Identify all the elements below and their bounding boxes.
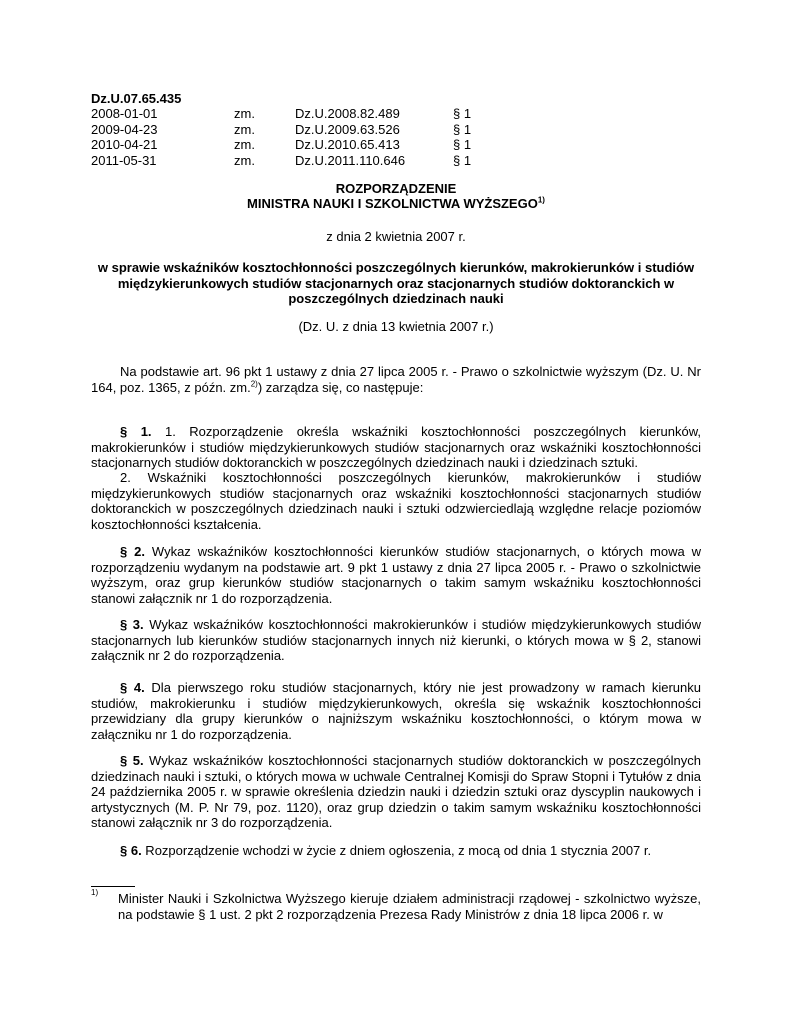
footnote-ref[interactable]: 1) [537, 195, 545, 205]
intro-text-end: ) zarządza się, co następuje: [257, 379, 424, 395]
amendment-section: § 1 [453, 121, 472, 137]
amendment-row [91, 153, 493, 169]
section-3 [91, 617, 701, 664]
document-subject: w sprawie wskaźników kosztochłonności poszczególnych kierunków, makrokierunków i studiów międzykierunkowych studiów stacjonarnych oraz stacjonarnych studiów doktoranckich w poszczególnych dziedzinach nauki [97, 260, 695, 306]
amendment-section: § 1 [453, 152, 472, 168]
amendment-date: 2008-01-01 [91, 106, 158, 121]
section-number: § 6. [120, 843, 142, 858]
amendment-type: zm. [234, 121, 255, 137]
intro-text: Na podstawie art. 96 pkt 1 ustawy z dnia 27 lipca 2005 r. - Prawo o szkolnictwie wyższym (Dz. U. Nr 164, poz. 1365, z późn. zm. [91, 364, 701, 395]
amendment-type: zm. [234, 137, 255, 152]
section-5 [91, 753, 701, 831]
journal-id: Dz.U.07.65.435 [91, 91, 182, 106]
document-date: z dnia 2 kwietnia 2007 r. [326, 229, 466, 244]
section-text: Dla pierwszego roku studiów stacjonarnych, który nie jest prowadzony w ramach kierunku studiów, makrokierunku i studiów międzykierunkowych, określa się wskaźnik kosztochłonności przewidziany dla grupy kierunków o najniższym wskaźniku kosztochłonności, o którym mowa w załączniku nr 1 do rozporządzenia. [91, 680, 701, 742]
amendment-type: zm. [234, 152, 255, 168]
amendment-section: § 1 [453, 106, 472, 121]
section-number: § 1. [120, 424, 152, 439]
intro-paragraph [91, 364, 701, 395]
section-6 [91, 843, 701, 859]
section-text: Rozporządzenie wchodzi w życie z dniem ogłoszenia, z mocą od dnia 1 stycznia 2007 r. [141, 843, 652, 858]
amendment-date: 2010-04-21 [91, 137, 158, 152]
amendment-row [91, 106, 493, 122]
amendment-section: § 1 [453, 137, 472, 152]
amendment-date: 2009-04-23 [91, 121, 158, 137]
amendment-ref: Dz.U.2011.110.646 [295, 152, 406, 168]
amendment-ref: Dz.U.2010.65.413 [295, 137, 400, 152]
section-text: 2. Wskaźniki kosztochłonności poszczególnych kierunków, makrokierunków i studiów międzykierunkowych studiów stacjonarnych oraz wskaźniki kosztochłonności stacjonarnych studiów doktoranckich w poszczególnych dziedzinach nauki i sztuki odzwierciedlają względne relacje poziomów kosztochłonności kształcenia. [91, 470, 701, 532]
amendment-date: 2011-05-31 [91, 152, 157, 168]
section-1 [91, 424, 701, 471]
section-number: § 5. [120, 753, 144, 768]
section-number: § 3. [120, 617, 144, 632]
section-2 [91, 544, 701, 606]
section-text: Wykaz wskaźników kosztochłonności kierunków studiów stacjonarnych, o których mowa w rozporządzeniu wydanym na podstawie art. 9 pkt 1 ustawy z dnia 27 lipca 2005 r. - Prawo o szkolnictwie wyższym, oraz grup kierunków studiów stacjonarnych o takim samym wskaźniku kosztochłonności stanowi załącznik nr 1 do rozporządzenia. [91, 544, 702, 606]
amendments-list [91, 106, 493, 168]
footnote-ref-2[interactable]: 2) [250, 379, 258, 389]
amendment-ref: Dz.U.2008.82.489 [295, 106, 400, 121]
footnote-mark: 1) [91, 888, 99, 897]
issuer-title [91, 196, 701, 212]
amendment-row [91, 137, 493, 153]
section-text: Wykaz wskaźników kosztochłonności makrokierunków i studiów międzykierunkowych studiów stacjonarnych lub kierunków studiów stacjonarnych innych niż kierunki, o których mowa w § 2, stanowi załącznik nr 2 do rozporządzenia. [91, 617, 701, 663]
section-number: § 2. [120, 544, 145, 559]
amendment-row [91, 122, 493, 138]
section-text: 1. Rozporządzenie określa wskaźniki kosztochłonności poszczególnych kierunków, makrokierunków i studiów międzykierunkowych studiów stacjonarnych oraz wskaźniki kosztochłonności stacjonarnych studiów doktoranckich w poszczególnych dziedzinach nauki i dziedzinach sztuki. [91, 424, 701, 470]
footnote-text: Minister Nauki i Szkolnictwa Wyższego kieruje działem administracji rządowej - szkolnictwo wyższe, na podstawie § 1 ust. 2 pkt 2 rozporządzenia Prezesa Rady Ministrów z dnia 18 lipca 2006 r. w [118, 891, 701, 922]
section-4 [91, 680, 701, 742]
publication-info: (Dz. U. z dnia 13 kwietnia 2007 r.) [298, 319, 494, 334]
section-1-item-2 [91, 470, 701, 532]
section-number: § 4. [120, 680, 145, 695]
amendment-ref: Dz.U.2009.63.526 [295, 121, 400, 137]
section-text: Wykaz wskaźników kosztochłonności stacjonarnych studiów doktoranckich w poszczególnych dziedzinach nauki i sztuki, o których mowa w uchwale Centralnej Komisji do Spraw Stopni i Tytułów z dnia 24 października 2005 r. w sprawie określenia dziedzin nauki i dziedzin sztuki oraz dyscyplin naukowych i artystycznych (M. P. Nr 79, poz. 1120), oraz grup dziedzin o takim samym wskaźniku kosztochłonności stanowi załącznik nr 3 do rozporządzenia. [91, 753, 702, 830]
issuer-title-text: MINISTRA NAUKI I SZKOLNICTWA WYŻSZEGO [247, 196, 538, 211]
footnote-divider [91, 886, 135, 887]
amendment-type: zm. [234, 106, 255, 121]
document-type-title: ROZPORZĄDZENIE [335, 181, 457, 196]
